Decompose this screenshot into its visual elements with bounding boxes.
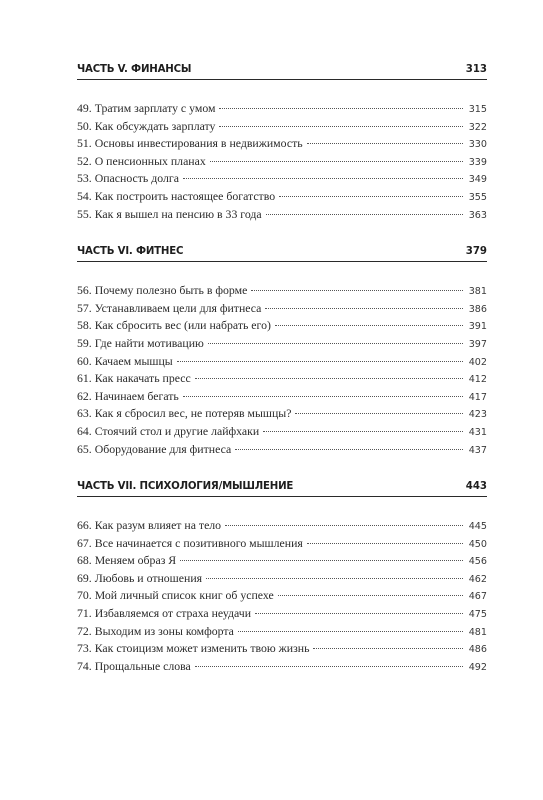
chapter-entry: [77, 605, 487, 623]
chapter-page-number: 386: [468, 303, 487, 315]
dot-leader: [219, 126, 463, 127]
chapter-page-number: 315: [468, 104, 487, 115]
chapter-list: [77, 100, 487, 223]
chapter-page-number: 445: [468, 521, 487, 533]
chapter-title: 60. Качаем мышцы: [77, 353, 173, 368]
chapter-title: 61. Как накачать пресс: [77, 371, 191, 386]
chapter-entry: [77, 135, 487, 153]
chapter-title: 56. Почему полезно быть в форме: [77, 283, 248, 298]
dot-leader: [279, 196, 463, 197]
chapter-title: 74. Прощальные слова: [77, 658, 191, 673]
dot-leader: [210, 161, 463, 162]
toc-section-part-5: [77, 62, 487, 223]
chapter-entry: [77, 640, 487, 658]
dot-leader: [225, 525, 463, 526]
chapter-page-number: 330: [468, 139, 487, 151]
chapter-title: 55. Как я вышел на пенсию в 33 года: [77, 206, 262, 221]
dot-leader: [307, 543, 463, 544]
dot-leader: [266, 214, 463, 215]
dot-leader: [263, 431, 463, 432]
chapter-page-number: 412: [468, 374, 487, 386]
part-header: [77, 62, 487, 80]
chapter-entry: [77, 658, 487, 676]
toc-section-part-6: [77, 244, 487, 458]
chapter-title: 54. Как построить настоящее богатство: [77, 188, 276, 203]
part-header: [77, 244, 487, 262]
chapter-entry: [77, 317, 487, 335]
dot-leader: [195, 378, 463, 379]
chapter-page-number: 486: [468, 644, 487, 656]
chapter-title: 59. Где найти мотивацию: [77, 335, 204, 350]
chapter-entry: [77, 570, 487, 588]
dot-leader: [183, 396, 463, 397]
chapter-page-number: 391: [468, 321, 487, 333]
chapter-title: 71. Избавляемся от страха неудачи: [77, 606, 252, 621]
chapter-title: 67. Все начинается с позитивного мышления: [77, 535, 303, 550]
chapter-title: 50. Как обсуждать зарплату: [77, 118, 216, 133]
dot-leader: [255, 613, 463, 614]
chapter-page-number: 492: [468, 661, 487, 673]
dot-leader: [235, 449, 463, 450]
chapter-title: 69. Любовь и отношения: [77, 570, 203, 585]
chapter-page-number: 381: [468, 286, 487, 298]
chapter-entry: [77, 100, 487, 118]
chapter-page-number: 475: [468, 609, 487, 621]
dot-leader: [275, 325, 463, 326]
chapter-title: 52. О пенсионных планах: [77, 153, 206, 168]
dot-leader: [206, 578, 463, 579]
chapter-entry: [77, 388, 487, 406]
chapter-page-number: 462: [468, 573, 487, 585]
table-of-contents: [77, 62, 487, 696]
part-page-number: 379: [465, 246, 487, 258]
chapter-entry: [77, 441, 487, 459]
chapter-title: 62. Начинаем бегать: [77, 388, 179, 403]
dot-leader: [251, 290, 463, 291]
chapter-title: 72. Выходим из зоны комфорта: [77, 623, 234, 638]
part-page-number: 443: [465, 481, 487, 493]
chapter-entry: [77, 118, 487, 136]
chapter-entry: [77, 405, 487, 423]
chapter-page-number: 355: [468, 191, 487, 203]
dot-leader: [177, 361, 463, 362]
chapter-title: 65. Оборудование для фитнеса: [77, 441, 232, 456]
part-title: ЧАСТЬ VII. ПСИХОЛОГИЯ/МЫШЛЕНИЕ: [77, 481, 294, 493]
dot-leader: [195, 666, 463, 667]
chapter-title: 58. Как сбросить вес (или набрать его): [77, 318, 271, 333]
chapter-entry: [77, 353, 487, 371]
chapter-list: [77, 282, 487, 458]
chapter-page-number: 423: [468, 409, 487, 421]
chapter-page-number: 339: [468, 156, 487, 168]
chapter-title: 51. Основы инвестирования в недвижимость: [77, 136, 303, 151]
chapter-entry: [77, 423, 487, 441]
chapter-page-number: 437: [468, 444, 487, 456]
chapter-title: 68. Меняем образ Я: [77, 553, 177, 568]
dot-leader: [313, 648, 463, 649]
chapter-page-number: 417: [468, 391, 487, 403]
chapter-entry: [77, 370, 487, 388]
chapter-page-number: 349: [468, 174, 487, 186]
chapter-entry: [77, 623, 487, 641]
dot-leader: [208, 343, 463, 344]
chapter-entry: [77, 552, 487, 570]
chapter-page-number: 456: [468, 556, 487, 568]
dot-leader: [295, 413, 463, 414]
chapter-entry: [77, 335, 487, 353]
dot-leader: [238, 631, 463, 632]
chapter-title: 63. Как я сбросил вес, не потеряв мышцы?: [77, 406, 292, 421]
dot-leader: [180, 560, 463, 561]
dot-leader: [307, 143, 463, 144]
dot-leader: [278, 595, 463, 596]
chapter-list: [77, 517, 487, 675]
part-title: ЧАСТЬ V. ФИНАНСЫ: [77, 64, 192, 75]
chapter-page-number: 397: [468, 338, 487, 350]
chapter-page-number: 402: [468, 356, 487, 368]
chapter-page-number: 467: [468, 591, 487, 603]
chapter-title: 70. Мой личный список книг об успехе: [77, 588, 274, 603]
chapter-page-number: 450: [468, 538, 487, 550]
chapter-entry: [77, 206, 487, 224]
part-header: [77, 479, 487, 497]
chapter-entry: [77, 282, 487, 300]
chapter-entry: [77, 188, 487, 206]
chapter-page-number: 363: [468, 209, 487, 221]
chapter-entry: [77, 587, 487, 605]
chapter-entry: [77, 535, 487, 553]
chapter-entry: [77, 517, 487, 535]
chapter-title: 64. Стоячий стол и другие лайфхаки: [77, 423, 260, 438]
part-page-number: 313: [465, 64, 487, 75]
chapter-entry: [77, 153, 487, 171]
chapter-page-number: 431: [468, 426, 487, 438]
part-title: ЧАСТЬ VI. ФИТНЕС: [77, 246, 184, 258]
chapter-title: 73. Как стоицизм может изменить твою жизнь: [77, 641, 310, 656]
dot-leader: [183, 178, 463, 179]
chapter-page-number: 481: [468, 626, 487, 638]
dot-leader: [265, 308, 463, 309]
dot-leader: [219, 108, 463, 109]
chapter-title: 53. Опасность долга: [77, 171, 179, 186]
chapter-title: 57. Устанавливаем цели для фитнеса: [77, 300, 262, 315]
chapter-title: 66. Как разум влияет на тело: [77, 518, 222, 533]
chapter-entry: [77, 300, 487, 318]
chapter-page-number: 322: [468, 121, 487, 133]
chapter-title: 49. Тратим зарплату с умом: [77, 101, 216, 115]
toc-section-part-7: [77, 479, 487, 675]
chapter-entry: [77, 170, 487, 188]
